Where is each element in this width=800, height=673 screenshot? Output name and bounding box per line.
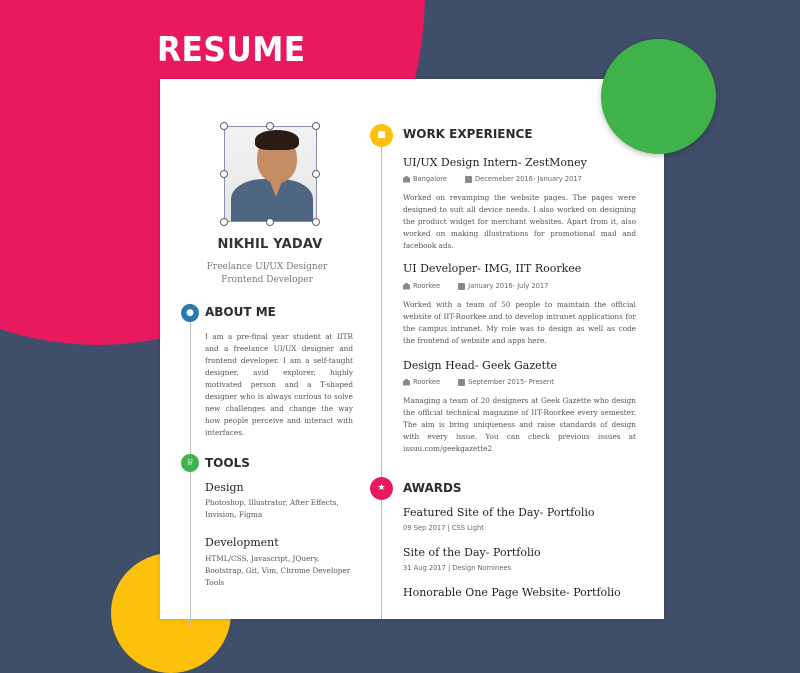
- tool-text-development: HTML/CSS, Javascript, JQuery, Bootstrap, Git, Vim, Chrome Developer Tools: [205, 554, 351, 587]
- resume-paper: [160, 79, 664, 619]
- building-icon: [403, 176, 410, 183]
- job-title-3: Design Head- Geek Gazette: [403, 359, 557, 372]
- building-icon: [403, 283, 410, 290]
- award-meta-2: 31 Aug 2017 | Design Nominees: [403, 564, 511, 572]
- job-title-1: UI/UX Design Intern- ZestMoney: [403, 156, 587, 169]
- job-desc-2: Worked with a team of 50 people to maintain the official website of IIT-Roorkee and to develop intranet applications for the campus intranet. My role was to design as well as code the frontend of website and apps here.: [403, 300, 636, 345]
- job-desc-1: Worked on revamping the website pages. The pages were designed to suit all device needs. I also worked on designing the product widget for merchant websites. Apart from it, also worked on making illustrations for promotional mail and facebook ads.: [403, 193, 636, 250]
- profile-role-2: Frontend Developer: [221, 275, 313, 285]
- tools-title: TOOLS: [205, 456, 250, 470]
- photo-selection-box[interactable]: [224, 126, 317, 222]
- award-meta-1: 09 Sep 2017 | CSS Light: [403, 524, 484, 532]
- job-title-2: UI Developer- IMG, IIT Roorkee: [403, 262, 582, 275]
- green-decor-circle: [601, 39, 716, 154]
- briefcase-icon: ■: [370, 124, 393, 147]
- calendar-icon: [458, 379, 465, 386]
- resize-handle-middle-left[interactable]: [220, 170, 228, 178]
- work-title: WORK EXPERIENCE: [403, 127, 533, 141]
- resize-handle-top-center[interactable]: [266, 122, 274, 130]
- resume-headline: RESUME: [157, 30, 306, 70]
- resize-handle-bottom-left[interactable]: [220, 218, 228, 226]
- tool-heading-design: Design: [205, 481, 244, 494]
- right-timeline: [381, 139, 382, 619]
- profile-role-1: Freelance UI/UX Designer: [206, 262, 328, 272]
- calendar-icon: [465, 176, 472, 183]
- job-meta-1: Bangalore Decemeber 2016- January 2017: [403, 175, 582, 183]
- job-meta-3: Roorkee September 2015- Present: [403, 378, 554, 386]
- about-title: ABOUT ME: [205, 305, 276, 319]
- tool-text-design: Photoshop, Illustrator, After Effects, Invision, Figma: [205, 498, 339, 519]
- job-meta-2: Roorkee January 2016- July 2017: [403, 282, 548, 290]
- resize-handle-bottom-center[interactable]: [266, 218, 274, 226]
- resize-handle-top-right[interactable]: [312, 122, 320, 130]
- resize-handle-middle-right[interactable]: [312, 170, 320, 178]
- resize-handle-top-left[interactable]: [220, 122, 228, 130]
- building-icon: [403, 379, 410, 386]
- crown-icon: ♕: [181, 454, 199, 472]
- calendar-icon: [458, 283, 465, 290]
- job-desc-3: Managing a team of 20 designers at Geek Gazette who design the official technical magazine of IIT-Roorkee every semester. The aim is bring uniqueness and raise standards of design with every issue. You can check previous issues at issuu.com/geekgazette2: [403, 396, 636, 453]
- award-title-3: Honorable One Page Website- Portfolio: [403, 586, 621, 599]
- awards-title: AWARDS: [403, 481, 462, 495]
- profile-name: NIKHIL YADAV: [217, 237, 323, 252]
- award-title-1: Featured Site of the Day- Portfolio: [403, 506, 595, 519]
- about-text: I am a pre-final year student at IITR and a freelance UI/UX designer and frontend developer. I am a self-taught designer, avid explorer, highly motivated person and a T-shaped designer who is always curious to solve new challenges and change the way how people perceive and interact with interfaces.: [205, 332, 353, 437]
- resize-handle-bottom-right[interactable]: [312, 218, 320, 226]
- trophy-icon: ★: [370, 477, 393, 500]
- award-title-2: Site of the Day- Portfolio: [403, 546, 541, 559]
- tool-heading-development: Development: [205, 536, 279, 549]
- user-icon: ●: [181, 304, 199, 322]
